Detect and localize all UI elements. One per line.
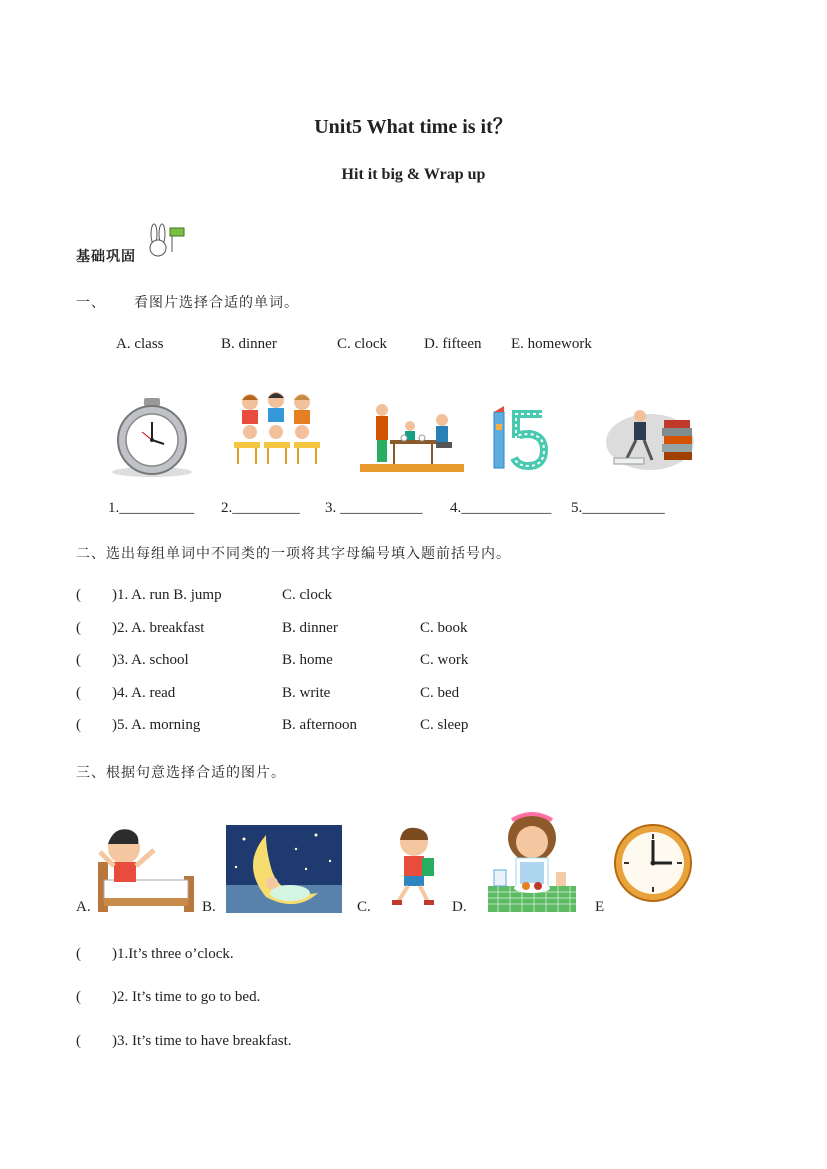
classroom-students-picture xyxy=(228,388,324,466)
part2-option-c-3: C. work xyxy=(420,652,469,668)
option-a: A. class xyxy=(116,336,164,352)
part3-instruction: 三、根据句意选择合适的图片。 xyxy=(76,765,286,781)
part2-option-c-5: C. sleep xyxy=(420,717,469,733)
alarm-clock-picture xyxy=(106,396,198,478)
option-c: C. clock xyxy=(337,336,387,352)
part2-instruction: 二、选出每组单词中不同类的一项将其字母编号填入题前括号内。 xyxy=(76,546,511,562)
part3-paren-1[interactable]: ( xyxy=(76,946,81,962)
part2-paren-3[interactable]: ( xyxy=(76,652,81,668)
option-d: D. fifteen xyxy=(424,336,482,352)
part3-question-1: )1.It’s three o’clock. xyxy=(112,946,234,962)
boy-walking-to-school-picture xyxy=(388,822,440,908)
blank-1[interactable]: 1.__________ xyxy=(108,500,195,516)
blank-5[interactable]: 5.___________ xyxy=(571,500,665,516)
boy-with-books-picture xyxy=(606,402,696,472)
part2-option-b-4: B. write xyxy=(282,685,331,701)
part3-label-b: B. xyxy=(202,899,216,915)
part2-option-b-2: B. dinner xyxy=(282,620,338,636)
wall-clock-three-picture xyxy=(612,822,694,904)
part3-label-e: E xyxy=(595,899,605,915)
rabbit-icon xyxy=(142,222,188,258)
part2-option-c-4: C. bed xyxy=(420,685,460,701)
page-subtitle: Hit it big & Wrap up xyxy=(341,166,486,183)
girl-eating-breakfast-picture xyxy=(486,806,576,914)
part1-number: 一、 xyxy=(76,295,106,311)
part2-question-5: )5. A. morning xyxy=(112,717,201,733)
part3-question-2: )2. It’s time to go to bed. xyxy=(112,989,261,1005)
boy-waking-in-bed-picture xyxy=(94,822,198,914)
part2-paren-2[interactable]: ( xyxy=(76,620,81,636)
blank-2[interactable]: 2._________ xyxy=(221,500,300,516)
part1-instruction: 看图片选择合适的单词。 xyxy=(134,295,299,311)
part2-option-c-1: C. clock xyxy=(282,587,332,603)
section-label: 基础巩固 xyxy=(76,249,136,265)
part2-question-2: )2. A. breakfast xyxy=(112,620,205,636)
part3-paren-3[interactable]: ( xyxy=(76,1033,81,1049)
part3-label-c: C. xyxy=(357,899,371,915)
part3-label-a: A. xyxy=(76,899,91,915)
part2-option-b-3: B. home xyxy=(282,652,333,668)
girl-sleeping-on-moon-picture xyxy=(226,825,342,913)
part2-question-1: )1. A. run B. jump xyxy=(112,587,222,603)
part3-question-3: )3. It’s time to have breakfast. xyxy=(112,1033,292,1049)
part3-label-d: D. xyxy=(452,899,467,915)
option-e: E. homework xyxy=(511,336,592,352)
page-title: Unit5 What time is it？ xyxy=(314,116,513,138)
option-b: B. dinner xyxy=(221,336,277,352)
part2-paren-5[interactable]: ( xyxy=(76,717,81,733)
part3-paren-2[interactable]: ( xyxy=(76,989,81,1005)
part2-paren-4[interactable]: ( xyxy=(76,685,81,701)
part2-option-b-5: B. afternoon xyxy=(282,717,357,733)
part2-paren-1[interactable]: ( xyxy=(76,587,81,603)
part2-question-4: )4. A. read xyxy=(112,685,176,701)
number-fifteen-picture xyxy=(486,404,552,470)
blank-3[interactable]: 3. ___________ xyxy=(325,500,423,516)
blank-4[interactable]: 4.____________ xyxy=(450,500,552,516)
family-dinner-picture xyxy=(360,400,464,474)
part2-question-3: )3. A. school xyxy=(112,652,189,668)
part2-option-c-2: C. book xyxy=(420,620,468,636)
